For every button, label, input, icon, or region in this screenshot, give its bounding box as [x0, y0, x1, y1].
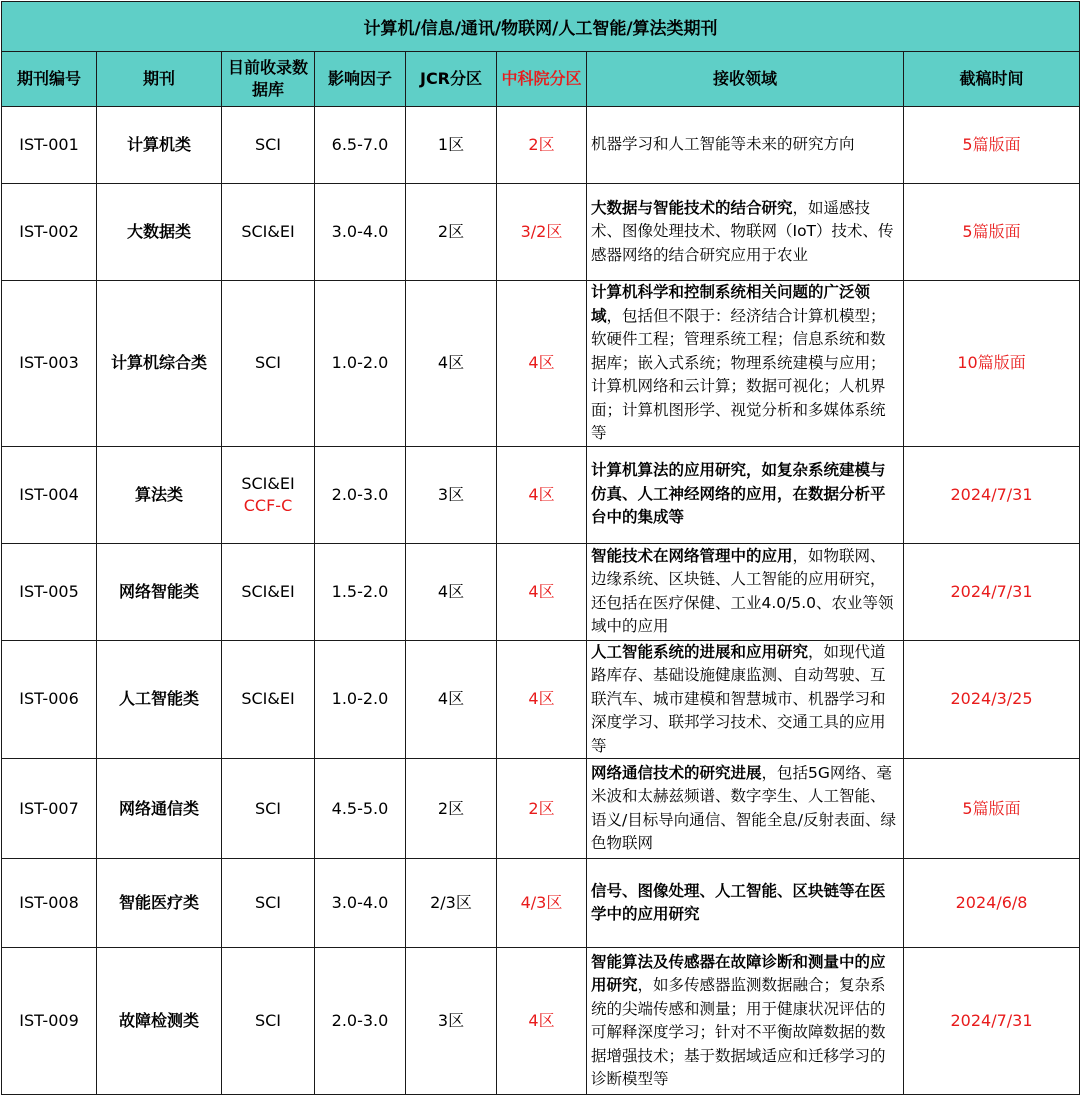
jcr-zone: 4区: [406, 543, 497, 640]
header-jcr: JCR分区: [406, 52, 497, 107]
deadline: 2024/6/8: [904, 859, 1080, 948]
database-cell: [222, 184, 315, 281]
journal-id: IST-003: [2, 281, 97, 447]
journal-id: IST-006: [2, 640, 97, 759]
journal-category: 网络通信类: [97, 759, 222, 859]
database-cell: [222, 859, 315, 948]
field-cell: [587, 948, 904, 1095]
header-database-line1: 目前收录数: [227, 58, 308, 77]
journal-category: 大数据类: [97, 184, 222, 281]
field-highlight: 信号、图像处理、人工智能、区块链等在医学中的应用研究: [591, 881, 886, 923]
database-cell: [222, 759, 315, 859]
database-value: SCI: [254, 893, 282, 912]
database-cell: [222, 281, 315, 447]
table-row: [2, 640, 1080, 759]
database-value: SCI&EI: [241, 581, 295, 601]
header-row: [2, 52, 1080, 107]
table-row: [2, 948, 1080, 1095]
journal-id: IST-002: [2, 184, 97, 281]
cas-zone: 2区: [497, 759, 587, 859]
deadline: 2024/7/31: [904, 446, 1080, 543]
journal-category: 计算机类: [97, 107, 222, 184]
database-value: SCI&EI: [241, 473, 295, 493]
cas-zone: 4区: [497, 948, 587, 1095]
deadline: 2024/7/31: [904, 948, 1080, 1095]
deadline: 2024/3/25: [904, 640, 1080, 759]
database-value: SCI: [254, 353, 282, 373]
jcr-zone: 2/3区: [406, 859, 497, 948]
field-cell: [587, 446, 904, 543]
database-value: SCI: [254, 135, 282, 154]
impact-factor: 2.0-3.0: [315, 446, 406, 543]
cas-zone: 3/2区: [497, 184, 587, 281]
field-detail: ，如遥感技术、图像处理技术、物联网（IoT）技术、传感器网络的结合研究应用于农业: [591, 198, 894, 264]
journal-table: [1, 1, 1080, 1095]
impact-factor: 2.0-3.0: [315, 948, 406, 1095]
impact-factor: 1.0-2.0: [315, 640, 406, 759]
field-cell: [587, 281, 904, 447]
database-value: SCI: [254, 1011, 282, 1030]
journal-id: IST-001: [2, 107, 97, 184]
deadline: 5篇版面: [904, 184, 1080, 281]
database-cell: [222, 446, 315, 543]
field-cell: [587, 759, 904, 859]
cas-zone: 4区: [497, 543, 587, 640]
impact-factor: 1.0-2.0: [315, 281, 406, 447]
table-row: [2, 759, 1080, 859]
journal-id: IST-009: [2, 948, 97, 1095]
jcr-zone: 2区: [406, 759, 497, 859]
header-impact-factor: 影响因子: [315, 52, 406, 107]
table-row: [2, 859, 1080, 948]
field-detail: ，包括但不限于：经济结合计算机模型；软硬件工程；管理系统工程；信息系统和数据库；嵌入式系统；物理系统建模与应用；计算机网络和云计算；数据可视化；人机界面；计算机图形学、视觉分析和多媒体系统等: [591, 306, 886, 442]
journal-category: 智能医疗类: [97, 859, 222, 948]
deadline: 10篇版面: [904, 281, 1080, 447]
cas-zone: 4区: [497, 640, 587, 759]
cas-zone: 4/3区: [497, 859, 587, 948]
cas-zone: 2区: [497, 107, 587, 184]
field-detail: ，如现代道路库存、基础设施健康监测、自动驾驶、互联汽车、城市建模和智慧城市、机器学习和深度学习、联邦学习技术、交通工具的应用等: [591, 642, 886, 755]
jcr-zone: 1区: [406, 107, 497, 184]
impact-factor: 6.5-7.0: [315, 107, 406, 184]
table-title: 计算机/信息/通讯/物联网/人工智能/算法类期刊: [2, 2, 1080, 52]
field-highlight: 计算机科学和控制系统相关问题的广泛领域: [591, 283, 871, 325]
journal-id: IST-007: [2, 759, 97, 859]
header-cas: 中科院分区: [497, 52, 587, 107]
header-database: [222, 52, 315, 107]
journal-category: 算法类: [97, 446, 222, 543]
table-row: [2, 543, 1080, 640]
table-row: [2, 281, 1080, 447]
field-cell: [587, 543, 904, 640]
journal-category: 计算机综合类: [97, 281, 222, 447]
table-row: [2, 107, 1080, 184]
impact-factor: 4.5-5.0: [315, 759, 406, 859]
journal-id: IST-004: [2, 446, 97, 543]
field-detail: ，如多传感器监测数据融合；复杂系统的尖端传感和测量；用于健康状况评估的可解释深度学习；针对不平衡故障数据的数据增强技术；基于数据域适应和迁移学习的诊断模型等: [591, 976, 886, 1088]
jcr-zone: 4区: [406, 640, 497, 759]
database-cell: [222, 948, 315, 1095]
impact-factor: 1.5-2.0: [315, 543, 406, 640]
field-highlight: 智能技术在网络管理中的应用: [591, 546, 793, 565]
field-cell: [587, 859, 904, 948]
header-id: 期刊编号: [2, 52, 97, 107]
field-highlight: 人工智能系统的进展和应用研究: [591, 642, 809, 661]
table-row: [2, 184, 1080, 281]
field-cell: [587, 640, 904, 759]
field-cell: [587, 184, 904, 281]
field-cell: [587, 107, 904, 184]
database-extra-badge: CCF-C: [243, 495, 293, 515]
field-highlight: 大数据与智能技术的结合研究: [591, 198, 793, 217]
field-detail: ，包括5G网络、毫米波和太赫兹频谱、数字孪生、人工智能、语义/目标导向通信、智能全息/反射表面、绿色物联网: [591, 763, 896, 852]
field-highlight: 智能算法及传感器在故障诊断和测量中的应用研究: [591, 952, 886, 994]
header-journal: 期刊: [97, 52, 222, 107]
table-row: [2, 446, 1080, 543]
jcr-zone: 3区: [406, 948, 497, 1095]
deadline: 5篇版面: [904, 759, 1080, 859]
database-value: SCI: [254, 798, 282, 818]
journal-category: 人工智能类: [97, 640, 222, 759]
field-highlight: 网络通信技术的研究进展: [591, 763, 762, 782]
header-database-line2: 据库: [251, 80, 284, 99]
header-field: 接收领域: [587, 52, 904, 107]
jcr-zone: 3区: [406, 446, 497, 543]
database-cell: [222, 640, 315, 759]
header-deadline: 截稿时间: [904, 52, 1080, 107]
database-cell: [222, 543, 315, 640]
journal-id: IST-005: [2, 543, 97, 640]
impact-factor: 3.0-4.0: [315, 859, 406, 948]
impact-factor: 3.0-4.0: [315, 184, 406, 281]
journal-category: 故障检测类: [97, 948, 222, 1095]
jcr-zone: 2区: [406, 184, 497, 281]
field-highlight: 计算机算法的应用研究，如复杂系统建模与仿真、人工神经网络的应用，在数据分析平台中的集成等: [591, 461, 886, 527]
deadline: 5篇版面: [904, 107, 1080, 184]
database-value: SCI&EI: [241, 689, 295, 709]
cas-zone: 4区: [497, 446, 587, 543]
field-detail: ，如物联网、边缘系统、区块链、人工智能的应用研究，还包括在医疗保健、工业4.0/5.0、农业等领域中的应用: [591, 546, 894, 635]
journal-category: 网络智能类: [97, 543, 222, 640]
database-value: SCI&EI: [241, 222, 295, 241]
journal-id: IST-008: [2, 859, 97, 948]
deadline: 2024/7/31: [904, 543, 1080, 640]
field-detail: 机器学习和人工智能等未来的研究方向: [591, 135, 855, 154]
cas-zone: 4区: [497, 281, 587, 447]
jcr-zone: 4区: [406, 281, 497, 447]
database-cell: [222, 107, 315, 184]
